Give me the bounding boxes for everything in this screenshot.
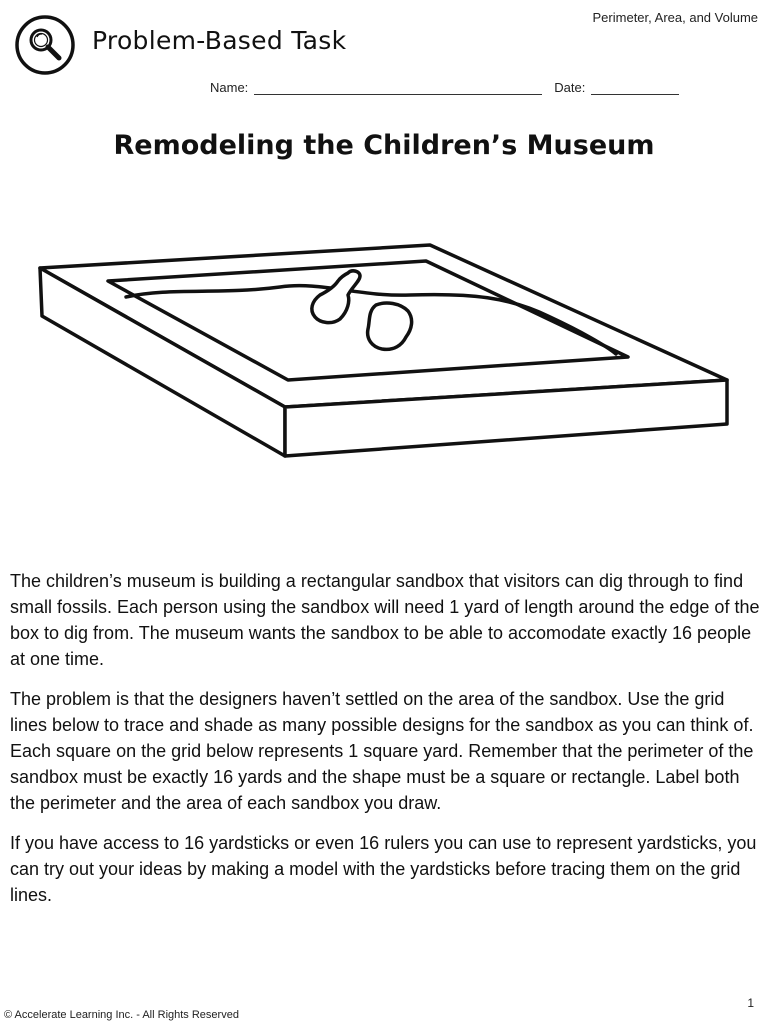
paragraph-2: The problem is that the designers haven’t settled on the area of the sandbox. Use the grid lines below to trace and shade as many possible designs for the sandbox as you can think of. Each square on the grid below represents 1 square yard. Remember that the perimeter of the sandbox must be exactly 16 yards and the shape must be a square or rectangle. Label both the perimeter and the area of each sandbox you draw.: [10, 689, 754, 813]
magnifier-logo-icon: [14, 14, 76, 76]
paragraph-3: If you have access to 16 yardsticks or even 16 rulers you can use to represent yardsticks, you can try out your ideas by making a model with the yardsticks before tracing them on the grid lines.: [10, 833, 757, 905]
copyright-footer: © Accelerate Learning Inc. - All Rights Reserved: [4, 1009, 239, 1021]
body-text: [10, 568, 760, 922]
page-title: Remodeling the Children’s Museum: [113, 130, 655, 161]
name-label: Name:: [210, 80, 249, 95]
name-field-line[interactable]: [254, 82, 542, 95]
page-number: 1: [747, 996, 754, 1010]
name-date-row: [210, 80, 679, 95]
paragraph-1: The children’s museum is building a rectangular sandbox that visitors can dig through to find small fossils. Each person using the sandbox will need 1 yard of length around the edge of the box to dig from. The museum wants the sandbox to be able to accomodate exactly 16 people at one time.: [10, 571, 760, 669]
date-field-line[interactable]: [591, 82, 679, 95]
date-label: Date:: [554, 80, 586, 95]
task-type-title: Problem-Based Task: [92, 26, 347, 55]
subject-label: Perimeter, Area, and Volume: [592, 10, 758, 25]
sandbox-illustration: [30, 235, 740, 465]
